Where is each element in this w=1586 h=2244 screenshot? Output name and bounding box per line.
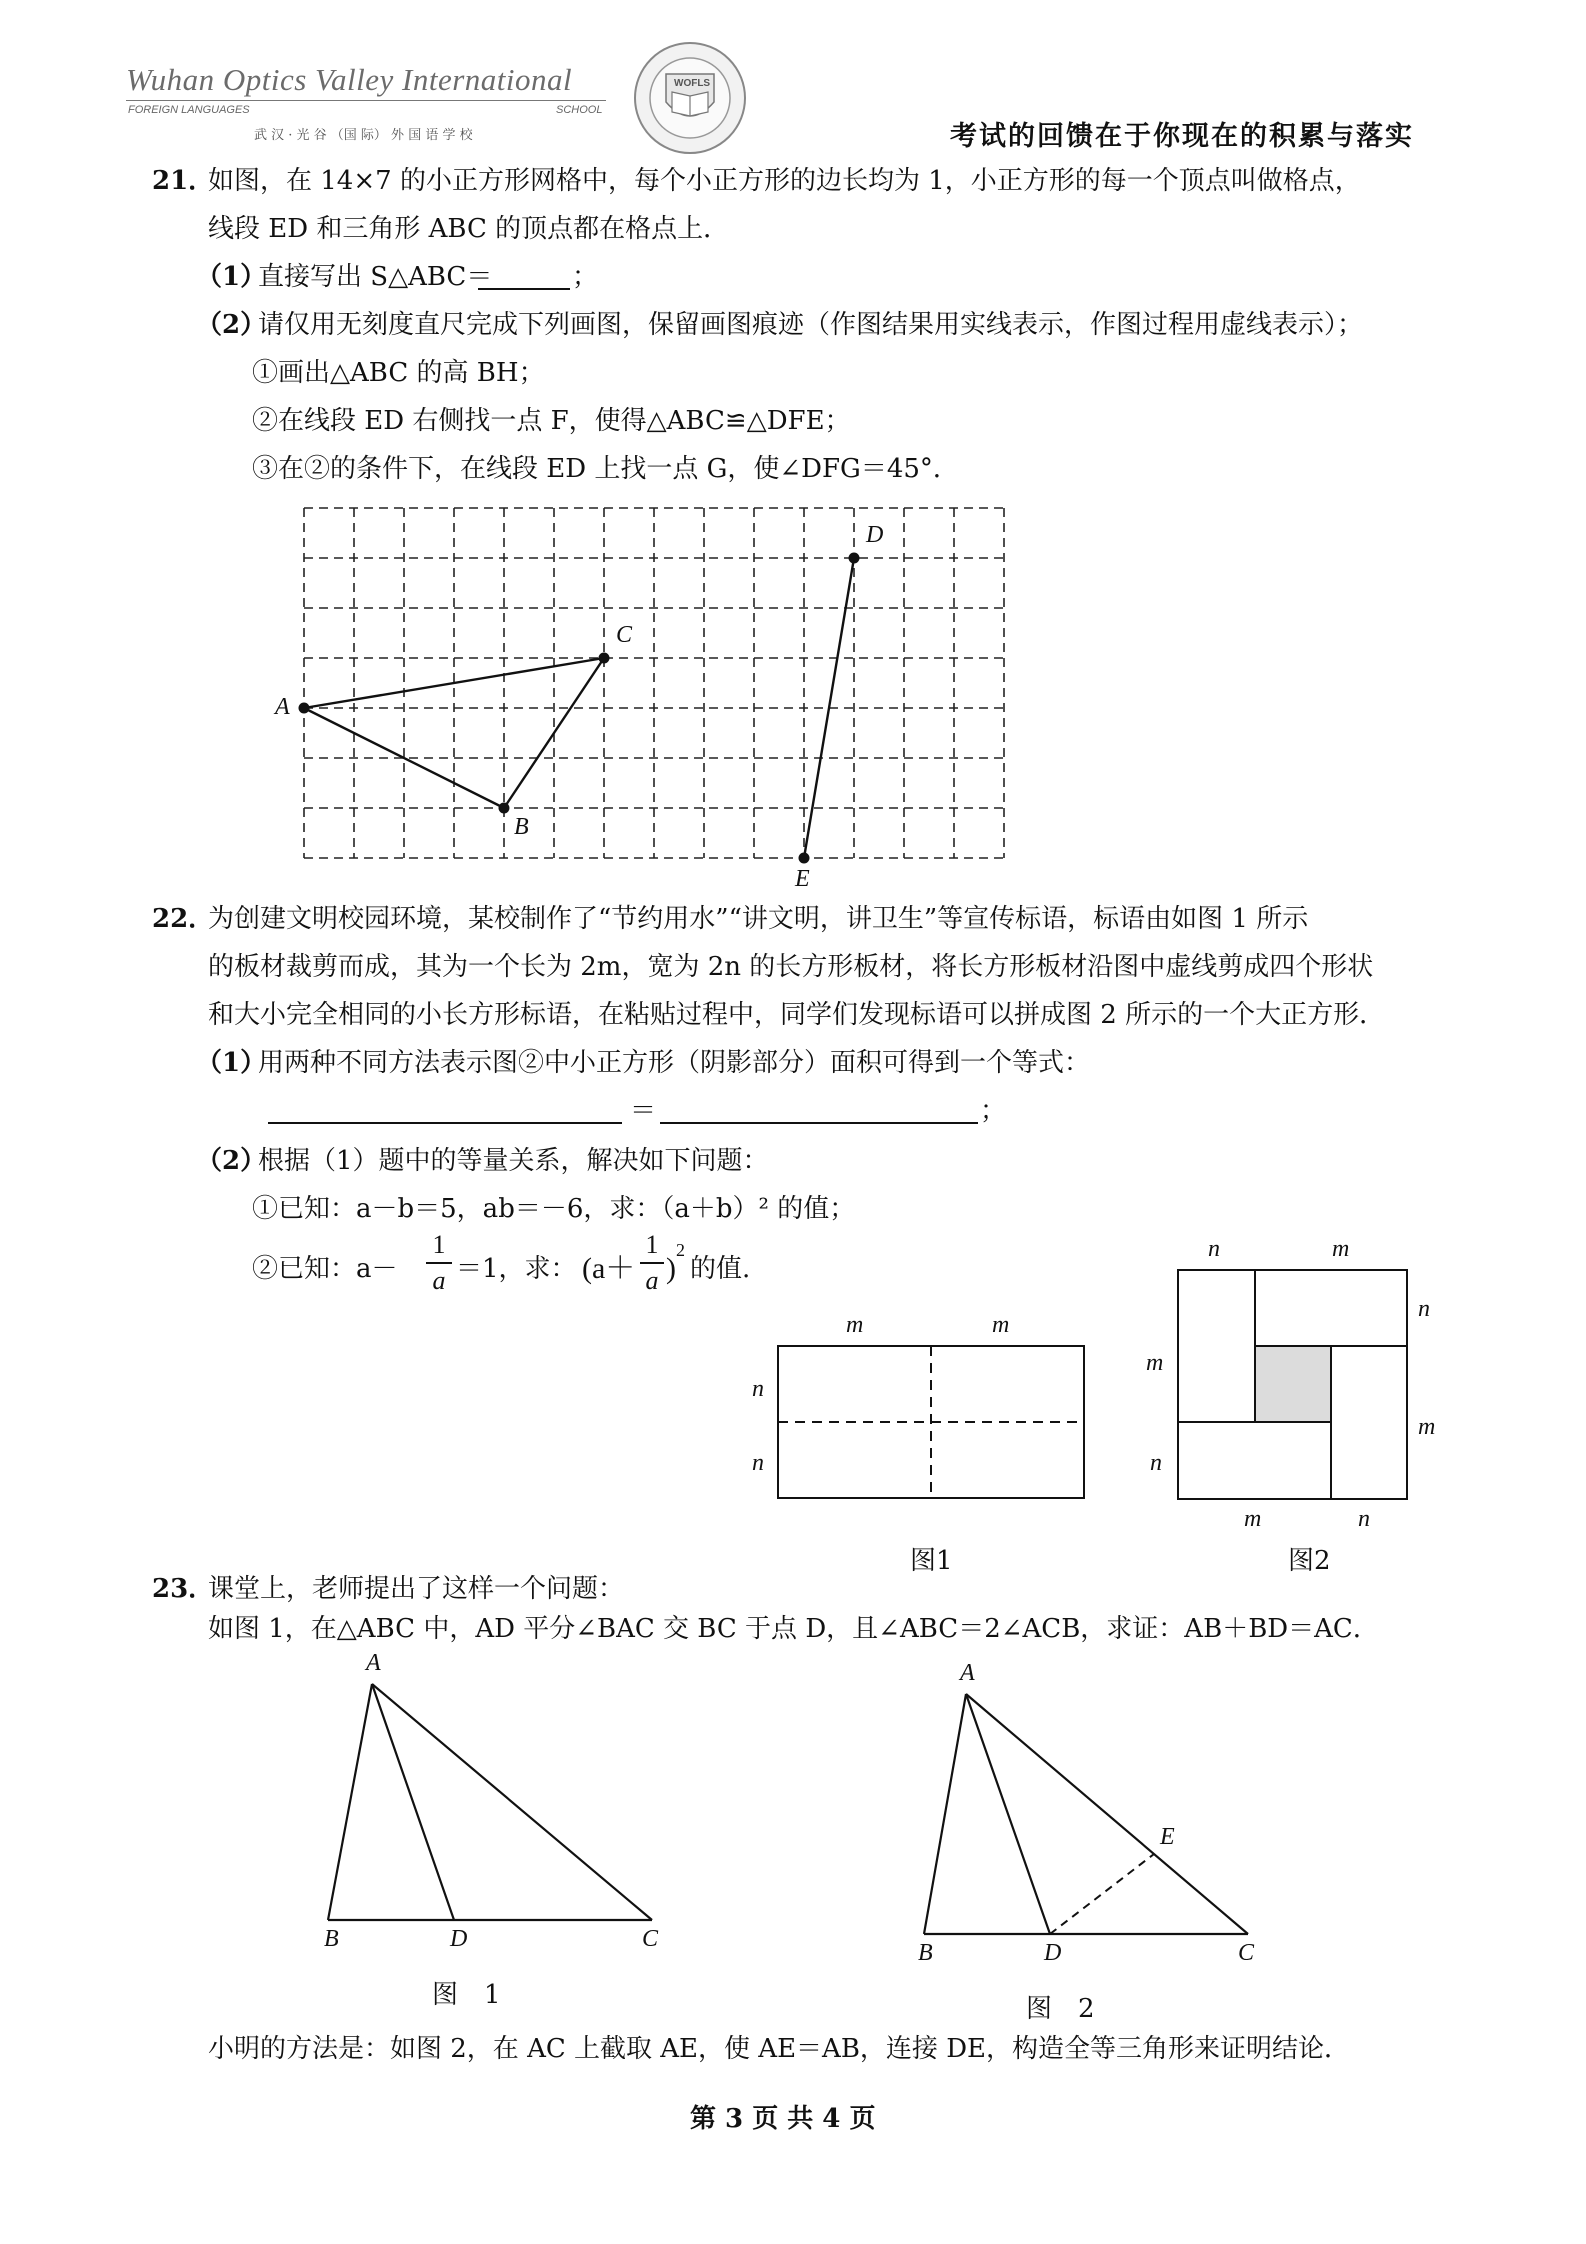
q22-step2-paren-left: (a＋ (582, 1252, 636, 1285)
q21-p2-text: 请仅用无刻度直尺完成下列画图，保留画图痕迹（作图结果用实线表示，作图过程用虚线表示）； (258, 310, 1364, 340)
q23f2-label-d: D (1044, 1940, 1062, 1966)
logo-subtitle-left: FOREIGN LANGUAGES (128, 104, 250, 116)
q21-label-b: B (514, 814, 529, 840)
q23f2-label-e: E (1160, 1824, 1175, 1850)
page-number: 第 3 页 共 4 页 (690, 2104, 876, 2134)
fig1-label-m2: m (992, 1312, 1010, 1338)
q22-p1-label: （1） (196, 1048, 267, 1078)
q21-line2: 线段 ED 和三角形 ABC 的顶点都在格点上． (208, 214, 730, 244)
q23-line3: 小明的方法是：如图 2，在 AC 上截取 AE，使 AE＝AB，连接 DE，构造全等三角形来证明结论． (208, 2034, 1351, 2064)
fig1-caption: 图1 (910, 1546, 953, 1576)
q23-line1: 课堂上，老师提出了这样一个问题： (208, 1574, 625, 1604)
q22-line3: 和大小完全相同的小长方形标语，在粘贴过程中，同学们发现标语可以拼成图 2 所示的一个大正方形． (208, 1000, 1386, 1030)
header-motto: 考试的回馈在于你现在的积累与落实 (950, 121, 1414, 152)
q23-number: 23． (152, 1574, 215, 1604)
q21-number: 21． (152, 166, 215, 196)
fig2-label-left-n: n (1150, 1450, 1162, 1476)
q21-step3: ③在②的条件下，在线段 ED 上找一点 G，使∠DFG＝45°． (252, 454, 959, 484)
fig1-label-n1: n (752, 1376, 764, 1402)
q22-step2-power: 2 (676, 1240, 685, 1260)
q23f2-caption: 图 2 (1026, 1994, 1095, 2024)
emblem-text: WOFLS (674, 78, 711, 89)
q22-step2-paren-right: ) (666, 1252, 676, 1285)
q23f1-label-d: D (450, 1926, 468, 1952)
q23f2-label-b: B (918, 1940, 933, 1966)
q22-step2-mid: ＝1，求： (456, 1254, 577, 1284)
q23f2-dashed-de (1050, 1854, 1154, 1934)
q23f1-label-b: B (324, 1926, 339, 1952)
q22-number: 22． (152, 904, 215, 934)
fig2-label-right-n: n (1418, 1296, 1430, 1322)
q21-p1-label: （1） (196, 262, 267, 292)
q22-p1-text: 用两种不同方法表示图②中小正方形（阴影部分）面积可得到一个等式： (258, 1048, 1091, 1078)
q21-label-a: A (275, 694, 290, 720)
fraction-2-numerator: 1 (645, 1230, 659, 1259)
fig2-label-right-m: m (1418, 1414, 1436, 1440)
logo-title: Wuhan Optics Valley International (126, 62, 573, 97)
q22-equation-sign: ＝ (630, 1096, 657, 1126)
q22-p2-text: 根据（1）题中的等量关系，解决如下问题： (258, 1146, 769, 1176)
q21-label-e: E (795, 866, 810, 892)
q22-step2-prefix: ②已知：a－ (252, 1254, 398, 1284)
fraction-1-numerator: 1 (432, 1230, 446, 1259)
q21-p1-end: ； (572, 262, 599, 292)
q21-label-d: D (866, 522, 884, 548)
q23f1-caption: 图 1 (432, 1980, 501, 2010)
q23f2-side-ab (924, 1694, 966, 1934)
q22-step1: ①已知：a－b＝5，ab＝－6，求：（a＋b）² 的值； (252, 1194, 856, 1224)
q21-p2-label: （2） (196, 310, 267, 340)
fig2-label-bottom-m: m (1244, 1506, 1262, 1532)
q21-step1: ①画出△ABC 的高 BH； (252, 358, 545, 388)
fig1-label-m1: m (846, 1312, 864, 1338)
fig2-label-top-m: m (1332, 1236, 1350, 1262)
q23f1-label-c: C (642, 1926, 659, 1952)
q21-label-c: C (616, 622, 633, 648)
q23f2-label-c: C (1238, 1940, 1255, 1966)
fraction-2-denominator: a (645, 1266, 659, 1295)
q22-line1: 为创建文明校园环境，某校制作了“节约用水”“讲文明，讲卫生”等宣传标语，标语由如图 1 所示 (208, 904, 1309, 934)
q23f2-label-a: A (960, 1660, 975, 1686)
q22-step2-end: 的值. (690, 1254, 751, 1284)
q23-line2: 如图 1，在△ABC 中，AD 平分∠BAC 交 BC 于点 D，且∠ABC＝2∠ACB，求证：AB＋BD＝AC． (208, 1614, 1379, 1644)
fig2-label-bottom-n: n (1358, 1506, 1370, 1532)
fraction-1-denominator: a (432, 1266, 446, 1295)
q22-equation-end: ； (980, 1096, 1007, 1126)
logo-chinese: 武 汉 · 光 谷 （国 际） 外 国 语 学 校 (254, 128, 473, 143)
logo-subtitle-right: SCHOOL (556, 104, 603, 116)
q21-step2: ②在线段 ED 右侧找一点 F，使得△ABC≌△DFE； (252, 406, 851, 436)
fig2-label-left-m: m (1146, 1350, 1164, 1376)
fig2-caption: 图2 (1288, 1546, 1331, 1576)
q22-line2: 的板材裁剪而成，其为一个长为 2m，宽为 2n 的长方形板材，将长方形板材沿图中虚线剪成四个形状 (208, 952, 1374, 982)
fig1-label-n2: n (752, 1450, 764, 1476)
q22-p2-label: （2） (196, 1146, 267, 1176)
q21-line1: 如图，在 14×7 的小正方形网格中，每个小正方形的边长均为 1，小正方形的每一个顶点叫做格点， (208, 166, 1361, 196)
fig2-label-top-n: n (1208, 1236, 1220, 1262)
q21-p1-text: 直接写出 S△ABC＝ (258, 262, 493, 292)
q23f1-label-a: A (366, 1650, 381, 1676)
